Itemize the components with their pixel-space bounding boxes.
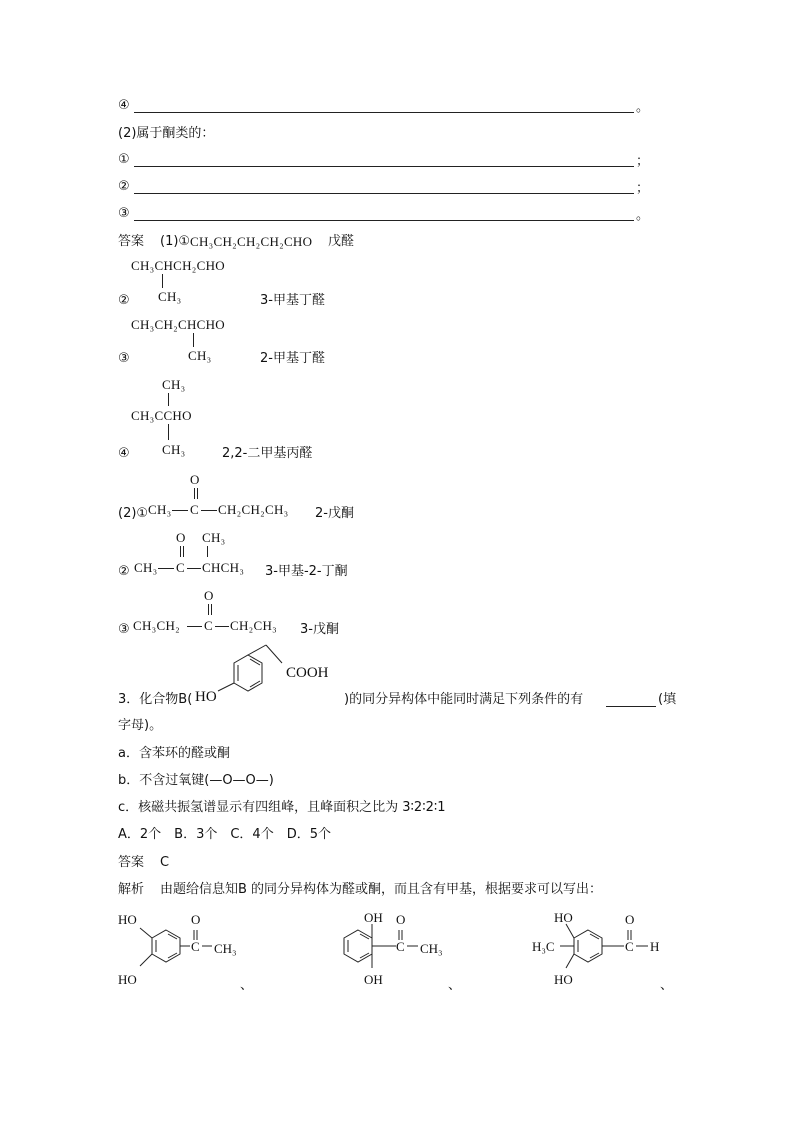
condition-a: a．含苯环的醛或酮: [118, 746, 230, 761]
bond-line: [168, 424, 169, 440]
answer-blank-line[interactable]: [134, 193, 634, 194]
hydroxy-bottom: OH: [364, 972, 383, 987]
question-3-tail: )的同分异构体中能同时满足下列条件的有: [344, 692, 584, 707]
isomer-structure-2: [320, 908, 460, 994]
carbonyl-oxygen: O: [191, 912, 201, 927]
aldehyde-3-main: CH₃CH₂CHCHO: [131, 317, 225, 332]
period: 。: [636, 100, 650, 115]
carbonyl-oxygen: O: [396, 912, 406, 927]
answer-blank-line[interactable]: [134, 112, 634, 113]
part2-heading: (2)属于酮类的：: [118, 126, 215, 141]
separator: 、: [660, 978, 674, 993]
aldehyde-1-name: 戊醛: [328, 234, 355, 249]
cooh-group: COOH: [286, 665, 329, 681]
isomer-structure-1: [118, 908, 258, 994]
ketone-1-left: CH₃: [148, 502, 172, 517]
bond-line: [248, 645, 266, 655]
q1-four-marker: ④: [118, 98, 130, 113]
ketone-2-name: 3-甲基-2-丁酮: [265, 564, 348, 579]
aldehyde-2-marker: ②: [118, 293, 130, 308]
bond-line: [158, 568, 174, 569]
question-3-line2: 字母)。: [118, 718, 163, 733]
ketone-3-left: CH₃CH₂: [133, 618, 180, 633]
aldehyde-3-name: 2-甲基丁醛: [260, 351, 325, 366]
ketone-3-carbon: C: [204, 618, 213, 633]
carbonyl-carbon: C: [625, 939, 634, 954]
bond-line: [162, 274, 163, 288]
bond-line: [266, 645, 282, 663]
ketone-3-right: CH₂CH₃: [230, 618, 277, 633]
hydroxy-top: HO: [554, 910, 573, 925]
compound-b-structure: [190, 645, 350, 705]
double-bond: [197, 488, 198, 499]
hydroxy-bottom: HO: [118, 972, 137, 987]
methyl-group: H₃C: [532, 939, 555, 954]
bond-line: [187, 568, 201, 569]
double-bond: [180, 546, 181, 557]
ho-group: HO: [195, 689, 217, 705]
ketone-1-oxygen: O: [190, 472, 200, 487]
semicolon: ；: [636, 154, 650, 169]
answer-part1-prefix: (1)①: [160, 234, 191, 249]
hydroxy-top: HO: [118, 912, 137, 927]
bond-line: [193, 333, 194, 347]
condition-c: c．核磁共振氢谱显示有四组峰，且峰面积之比为 3∶2∶2∶1: [118, 800, 446, 815]
double-bond: [211, 604, 212, 615]
ketone-2-right: CHCH₃: [202, 560, 245, 575]
bond-line: [215, 626, 229, 627]
condition-b: b．不含过氧键(—O—O—): [118, 773, 274, 788]
bond-line: [168, 393, 169, 406]
blank-2-marker: ②: [118, 179, 130, 194]
separator: 、: [240, 978, 254, 993]
separator: 、: [448, 978, 462, 993]
period: 。: [636, 208, 650, 223]
methyl-group: CH₃: [214, 941, 237, 956]
ketone-3-prefix: ③: [118, 622, 130, 637]
aldehyde-4-bottom: CH₃: [162, 442, 186, 457]
ketone-3-name: 3-戊酮: [300, 622, 339, 637]
ketone-2-oxygen: O: [176, 530, 186, 545]
aldehyde-4-main: CH₃CCHO: [131, 408, 192, 423]
blank-1-marker: ①: [118, 152, 130, 167]
aldehyde-2-main: CH₃CHCH₂CHO: [131, 258, 225, 273]
ketone-2-prefix: ②: [118, 564, 130, 579]
aldehyde-2-branch: CH₃: [158, 289, 182, 304]
aldehyde-3-branch: CH₃: [188, 348, 212, 363]
double-bond: [208, 604, 209, 615]
question-3-tail-end: (填: [658, 692, 677, 707]
aldehyde-4-marker: ④: [118, 446, 130, 461]
aldehyde-3-marker: ③: [118, 351, 130, 366]
ketone-2-left: CH₃: [134, 560, 158, 575]
aldehyde-2-name: 3-甲基丁醛: [260, 293, 325, 308]
bond-line: [218, 683, 234, 691]
bond-line: [566, 954, 574, 968]
aldehyde-4-name: 2,2-二甲基丙醛: [222, 446, 313, 461]
answer-blank-line[interactable]: [606, 706, 656, 707]
bond-line: [172, 510, 188, 511]
ketone-2-carbon: C: [176, 560, 185, 575]
answer-value: C: [160, 855, 170, 870]
bond-line: [566, 924, 574, 938]
bond-line: [187, 626, 202, 627]
analysis-label: 解析: [118, 882, 145, 897]
answer-label: 答案: [118, 855, 145, 870]
carbonyl-oxygen: O: [625, 912, 635, 927]
answer-blank-line[interactable]: [134, 220, 634, 221]
aldehyde-4-top: CH₃: [162, 377, 186, 392]
ketone-3-oxygen: O: [204, 588, 214, 603]
double-bond: [194, 488, 195, 499]
ketone-1-name: 2-戊酮: [315, 506, 354, 521]
bond-line: [201, 510, 217, 511]
carbonyl-carbon: C: [396, 939, 405, 954]
ketone-1-carbon: C: [190, 502, 199, 517]
semicolon: ；: [636, 181, 650, 196]
methyl-group: CH₃: [420, 941, 443, 956]
bond-line: [140, 928, 152, 938]
bond-line: [207, 546, 208, 557]
analysis-text: 由题给信息知B 的同分异构体为醛或酮，而且含有甲基，根据要求可以写出：: [160, 882, 603, 897]
carbonyl-carbon: C: [191, 939, 200, 954]
answer-options: A．2个 B．3个 C．4个 D．5个: [118, 827, 331, 842]
hydrogen-atom: H: [650, 939, 660, 954]
isomer-structure-3: [530, 908, 680, 994]
hydroxy-top: OH: [364, 910, 383, 925]
ketone-1-prefix: (2)①: [118, 506, 149, 521]
double-bond: [183, 546, 184, 557]
bond-line: [140, 954, 152, 966]
hydroxy-bottom: HO: [554, 972, 573, 987]
answer-label: 答案: [118, 234, 145, 249]
question-3-lead: 3．化合物B(: [118, 692, 193, 707]
aldehyde-1-formula: CH₃CH₂CH₂CH₂CHO: [190, 234, 313, 249]
blank-3-marker: ③: [118, 206, 130, 221]
ketone-1-right: CH₂CH₂CH₃: [218, 502, 289, 517]
ketone-2-top-methyl: CH₃: [202, 530, 226, 545]
answer-blank-line[interactable]: [134, 166, 634, 167]
